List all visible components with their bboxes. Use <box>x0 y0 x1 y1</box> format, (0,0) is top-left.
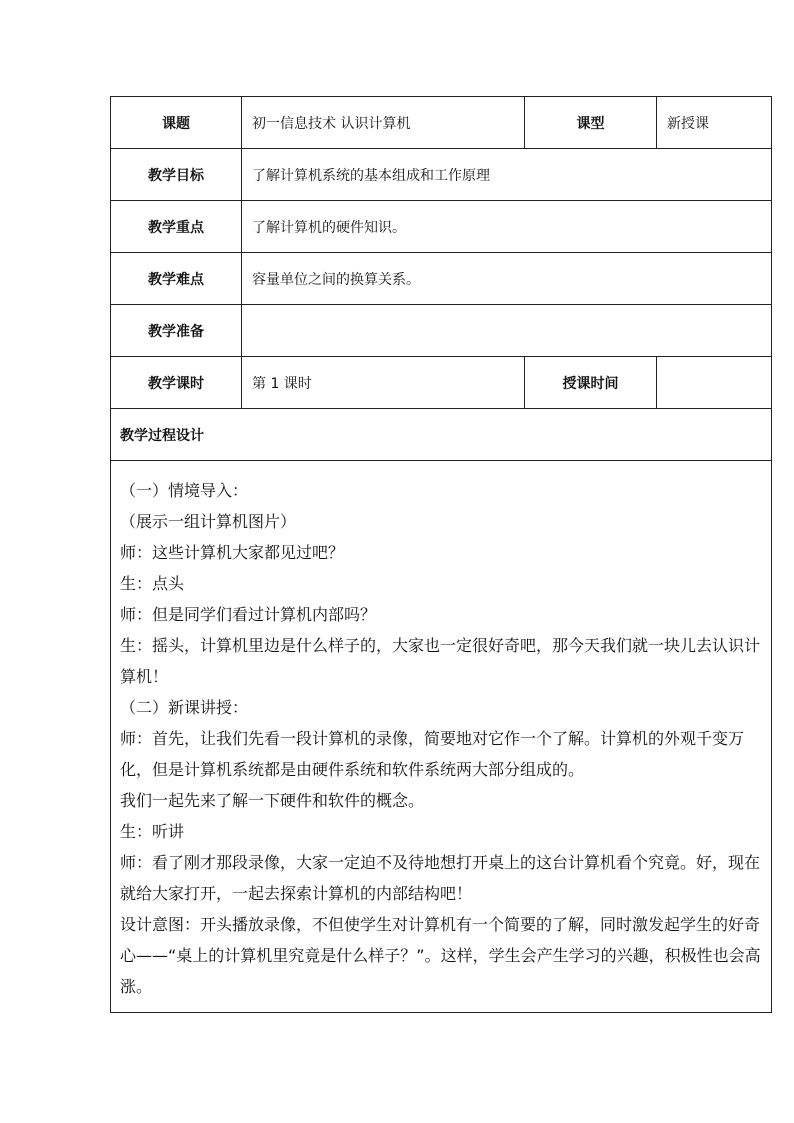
key-point-row <box>111 201 772 253</box>
topic-row <box>111 97 772 149</box>
hours-label: 教学课时 <box>111 357 242 409</box>
difficulty-value: 容量单位之间的换算关系。 <box>242 253 772 305</box>
process-line: 师：看了刚才那段录像，大家一定迫不及待地想打开桌上的这台计算机看个究竟。好，现在就给大家打开，一起去探索计算机的内部结构吧！ <box>120 853 761 903</box>
process-line: 师：这些计算机大家都见过吧？ <box>120 543 345 562</box>
process-heading: 教学过程设计 <box>111 409 772 461</box>
key-point-value: 了解计算机的硬件知识。 <box>242 201 772 253</box>
process-line: 师：但是同学们看过计算机内部吗？ <box>120 605 377 624</box>
hours-value: 第 1 课时 <box>242 357 525 409</box>
goal-label: 教学目标 <box>111 149 242 201</box>
difficulty-row <box>111 253 772 305</box>
preparation-label: 教学准备 <box>111 305 242 357</box>
lesson-type-label: 课型 <box>525 97 657 149</box>
process-line: 我们一起先来了解一下硬件和软件的概念。 <box>120 791 425 810</box>
topic-value: 初一信息技术 认识计算机 <box>242 97 525 149</box>
process-body <box>111 461 772 1013</box>
teaching-time-value <box>657 357 772 409</box>
teaching-time-label: 授课时间 <box>525 357 657 409</box>
process-heading-row <box>111 409 772 461</box>
process-line: 生：听讲 <box>120 822 185 841</box>
goal-row <box>111 149 772 201</box>
process-line: 生：摇头，计算机里边是什么样子的，大家也一定很好奇吧，那今天我们就一块儿去认识计算机！ <box>120 636 761 686</box>
process-line: 生：点头 <box>120 574 185 593</box>
difficulty-label: 教学难点 <box>111 253 242 305</box>
process-line: 设计意图：开头播放录像，不但使学生对计算机有一个简要的了解，同时激发起学生的好奇心——“桌上的计算机里究竟是什么样子？”。这样，学生会产生学习的兴趣，积极性也会高涨。 <box>120 915 761 996</box>
process-line: 师：首先，让我们先看一段计算机的录像，简要地对它作一个了解。计算机的外观千变万化，但是计算机系统都是由硬件系统和软件系统两大部分组成的。 <box>120 729 745 779</box>
process-line: （一）情境导入： <box>120 481 249 500</box>
lesson-type-value: 新授课 <box>657 97 772 149</box>
lesson-plan-table <box>110 96 772 1013</box>
process-line: （展示一组计算机图片） <box>120 512 297 531</box>
preparation-value <box>242 305 772 357</box>
process-body-row <box>111 461 772 1013</box>
key-point-label: 教学重点 <box>111 201 242 253</box>
hours-row <box>111 357 772 409</box>
process-line: （二）新课讲授： <box>120 698 249 717</box>
goal-value: 了解计算机系统的基本组成和工作原理 <box>242 149 772 201</box>
topic-label: 课题 <box>111 97 242 149</box>
preparation-row <box>111 305 772 357</box>
